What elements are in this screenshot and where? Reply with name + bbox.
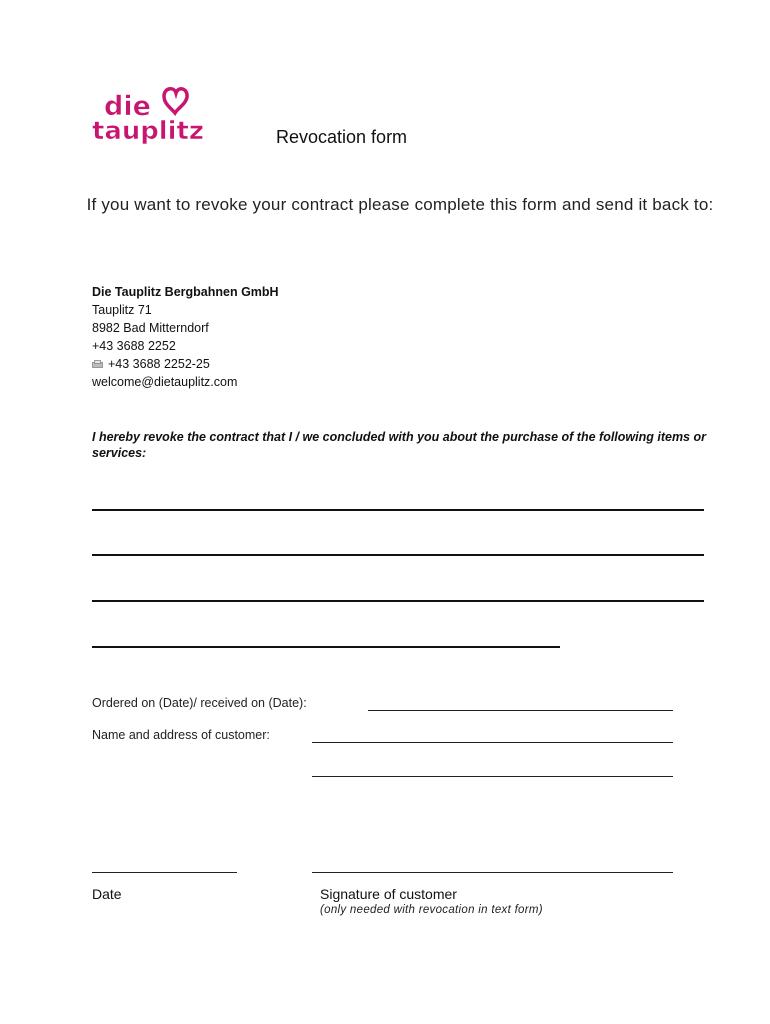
items-line-4[interactable] xyxy=(92,646,560,648)
phone: +43 3688 2252 xyxy=(92,339,176,353)
die-tauplitz-logo xyxy=(90,82,208,148)
signature-label: Signature of customer xyxy=(320,886,457,902)
items-line-1[interactable] xyxy=(92,509,704,511)
fax-row xyxy=(92,355,279,373)
email: welcome@dietauplitz.com xyxy=(92,375,238,389)
intro-text: If you want to revoke your contract please complete this form and send it back to: xyxy=(86,195,714,214)
logo-text-die: die xyxy=(104,91,151,122)
company-name: Die Tauplitz Bergbahnen GmbH xyxy=(92,285,279,299)
street: Tauplitz 71 xyxy=(92,303,152,317)
heart-icon xyxy=(164,89,187,113)
customer-line-2[interactable] xyxy=(312,776,673,777)
city: 8982 Bad Mitterndorf xyxy=(92,321,209,335)
fax-icon xyxy=(92,360,103,368)
date-line[interactable] xyxy=(92,872,237,873)
page-title: Revocation form xyxy=(276,127,408,147)
ordered-received-line[interactable] xyxy=(368,710,673,711)
date-label: Date xyxy=(92,886,122,902)
signature-note: (only needed with revocation in text form) xyxy=(320,904,543,916)
fax: +43 3688 2252-25 xyxy=(108,357,210,371)
ordered-received-label: Ordered on (Date)/ received on (Date): xyxy=(92,696,307,710)
logo-text-tauplitz: tauplitz xyxy=(92,116,204,145)
address-block xyxy=(92,283,279,391)
customer-line-1[interactable] xyxy=(312,742,673,743)
items-line-3[interactable] xyxy=(92,600,704,602)
revocation-statement: I hereby revoke the contract that I / we concluded with you about the purchase of the following items or services: xyxy=(92,430,706,460)
signature-line[interactable] xyxy=(312,872,673,873)
customer-label: Name and address of customer: xyxy=(92,728,270,742)
items-line-2[interactable] xyxy=(92,554,704,556)
